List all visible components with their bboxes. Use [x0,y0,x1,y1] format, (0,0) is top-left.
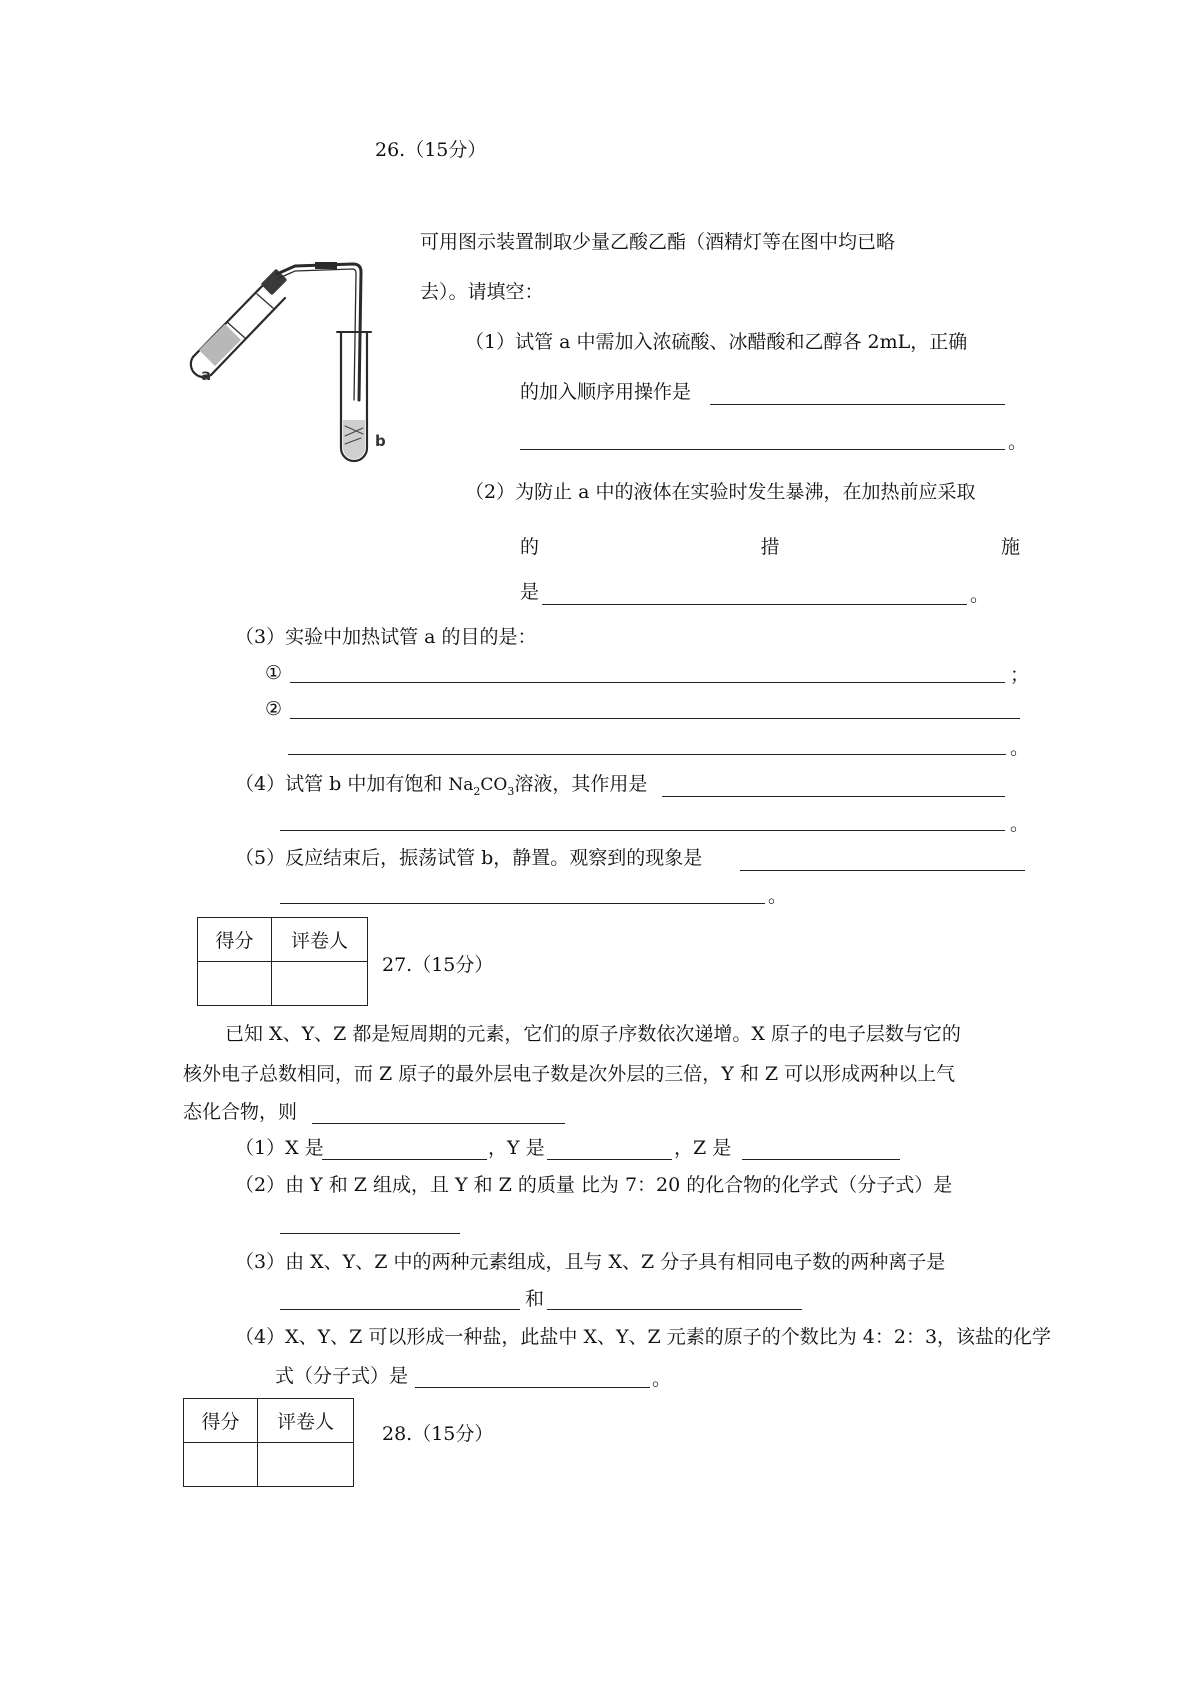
q26-part5-line1: （5）反应结束后，振荡试管 b，静置。观察到的现象是 [235,847,703,869]
q27-part1-x: （1）X 是 [235,1137,324,1159]
q27-part4-line1: （4）X、Y、Z 可以形成一种盐，此盐中 X、Y、Z 元素的原子的个数比为 4：2：3，该盐的化学 [235,1326,1052,1348]
q26-part2-line2 [520,532,1020,559]
answer-blank-4b[interactable] [280,830,1005,831]
answer-blank-27-3a[interactable] [280,1309,520,1310]
answer-blank-5b[interactable] [280,903,765,904]
q26-part5-end: 。 [768,885,788,907]
q26-intro-line2: 去）。请填空： [420,281,544,303]
formula-sub-3: 3 [507,784,515,798]
answer-blank-1a[interactable] [710,404,1005,405]
q26-part3-circle2: ② [265,698,283,720]
answer-blank-3b[interactable] [290,718,1020,719]
answer-blank-27-intro[interactable] [312,1123,565,1124]
answer-blank-27-4[interactable] [415,1387,650,1388]
q27-intro-line1: 已知 X、Y、Z 都是短周期的元素，它们的原子序数依次递增。X 原子的电子层数与它的 [225,1023,961,1045]
grader-cell[interactable] [258,1443,354,1487]
answer-blank-3a[interactable] [290,682,1005,683]
formula-sub-2: 2 [473,784,481,798]
score-header: 得分 [198,918,272,962]
q26-part4-end: 。 [1010,813,1030,835]
q26-part4-text-b: 溶液，其作用是 [514,773,648,795]
q28-header: 28.（15分） [382,1423,494,1445]
q26-part1-line2: 的加入顺序用操作是 [520,381,692,403]
q27-part4-end: 。 [652,1368,672,1390]
q26-part2-word1: 的 [520,536,540,558]
q26-intro-line1: 可用图示装置制取少量乙酸乙酯（酒精灯等在图中均已略 [420,231,896,253]
q26-part2-word2: 措 [760,536,780,558]
apparatus-figure [165,222,425,512]
q27-part3: （3）由 X、Y、Z 中的两种元素组成，且与 X、Z 分子具有相同电子数的两种离子是 [235,1251,946,1273]
q26-part4-text-a: （4）试管 b 中加有饱和 [235,773,443,795]
q26-part2-end: 。 [970,584,990,606]
q27-intro-line3: 态化合物，则 [183,1101,298,1123]
grader-header: 评卷人 [272,918,368,962]
score-cell[interactable] [184,1443,258,1487]
score-header: 得分 [184,1399,258,1443]
answer-blank-27-3b[interactable] [547,1309,802,1310]
label-a: a [201,366,212,384]
score-box-q27 [197,917,368,1006]
q27-intro-line2: 核外电子总数相同，而 Z 原子的最外层电子数是次外层的三倍，Y 和 Z 可以形成两种以上气 [183,1063,956,1085]
q26-part3-circle1: ① [265,662,283,684]
answer-blank-3c[interactable] [288,754,1006,755]
formula-na: Na [448,775,474,795]
answer-blank-27-2[interactable] [280,1233,460,1234]
answer-blank-27-z[interactable] [742,1159,900,1160]
q27-part1-y: ，Y 是 [488,1137,545,1159]
score-box-q28 [183,1398,354,1487]
q26-part4-line1 [235,772,647,804]
q26-part2-line3: 是 [520,581,540,603]
q27-part2: （2）由 Y 和 Z 组成，且 Y 和 Z 的质量 比为 7：20 的化合物的化学式（分子式）是 [235,1174,953,1196]
formula-co: CO [480,775,508,795]
label-b: b [375,432,386,450]
q26-part2-line1: （2）为防止 a 中的液体在实验时发生暴沸，在加热前应采取 [465,481,976,503]
q26-part3-line1: （3）实验中加热试管 a 的目的是： [235,626,537,648]
answer-blank-27-y[interactable] [547,1159,672,1160]
q27-part3-and: 和 [525,1288,545,1310]
q26-part3-semicolon: ； [1010,664,1030,686]
answer-blank-27-x[interactable] [322,1159,487,1160]
answer-blank-2[interactable] [542,604,967,605]
grader-header: 评卷人 [258,1399,354,1443]
q26-part3-end: 。 [1010,737,1030,759]
q27-part1-z: ，Z 是 [674,1137,732,1159]
q26-part1-line1: （1）试管 a 中需加入浓硫酸、冰醋酸和乙醇各 2mL，正确 [465,331,968,353]
grader-cell[interactable] [272,962,368,1006]
answer-blank-4a[interactable] [662,796,1005,797]
q27-part4-line2: 式（分子式）是 [275,1365,409,1387]
q26-part1-end: 。 [1008,431,1028,453]
answer-blank-5a[interactable] [740,870,1025,871]
q26-part2-word3: 施 [1000,536,1020,558]
score-cell[interactable] [198,962,272,1006]
q26-header: 26.（15分） [375,139,487,161]
q27-header: 27.（15分） [382,954,494,976]
answer-blank-1b[interactable] [520,449,1005,450]
